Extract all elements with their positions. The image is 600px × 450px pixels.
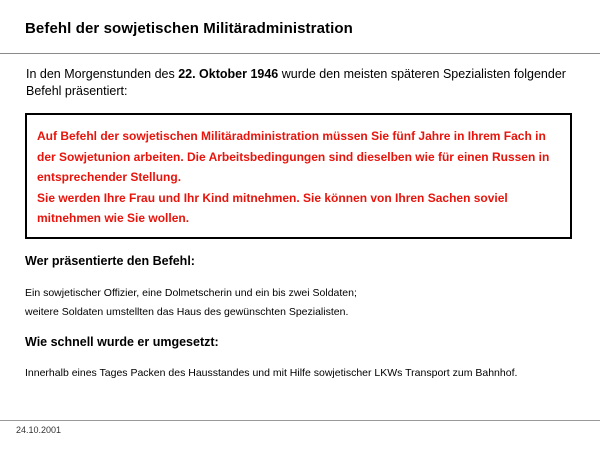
order-paragraph-1: Auf Befehl der sowjetischen Militäradministration müssen Sie fünf Jahre in Ihrem Fach in der Sowjetunion arbeiten. Die Arbeitsbedingungen sind dieselben wie für einen Russen in entsprechender Stellung. xyxy=(37,129,550,184)
footer-divider xyxy=(0,420,600,421)
intro-text-after: wurde den meisten späteren Spezialisten folgender Befehl präsentiert: xyxy=(26,67,566,98)
section-how-fast-line-1: Innerhalb eines Tages Packen des Hausstandes und mit Hilfe sowjetischer LKWs Transport zum Bahnhof. xyxy=(25,367,518,379)
order-box xyxy=(25,113,572,239)
intro-paragraph xyxy=(26,66,576,100)
slide-title: Befehl der sowjetischen Militäradministration xyxy=(25,20,353,37)
intro-text-before: In den Morgenstunden des xyxy=(26,67,179,81)
section-who-line-2: weitere Soldaten umstellten das Haus des gewünschten Spezialisten. xyxy=(25,306,349,318)
section-who-line-1: Ein sowjetischer Offizier, eine Dolmetscherin und ein bis zwei Soldaten; xyxy=(25,287,357,299)
footer-date: 24.10.2001 xyxy=(16,425,62,435)
intro-date: 22. Oktober 1946 xyxy=(178,67,279,81)
section-heading-how-fast: Wie schnell wurde er umgesetzt: xyxy=(25,335,219,349)
title-divider xyxy=(0,53,600,54)
order-paragraph-2: Sie werden Ihre Frau und Ihr Kind mitnehmen. Sie können von Ihren Sachen soviel mitnehmen wie Sie wollen. xyxy=(37,190,508,225)
section-heading-who: Wer präsentierte den Befehl: xyxy=(25,254,195,268)
